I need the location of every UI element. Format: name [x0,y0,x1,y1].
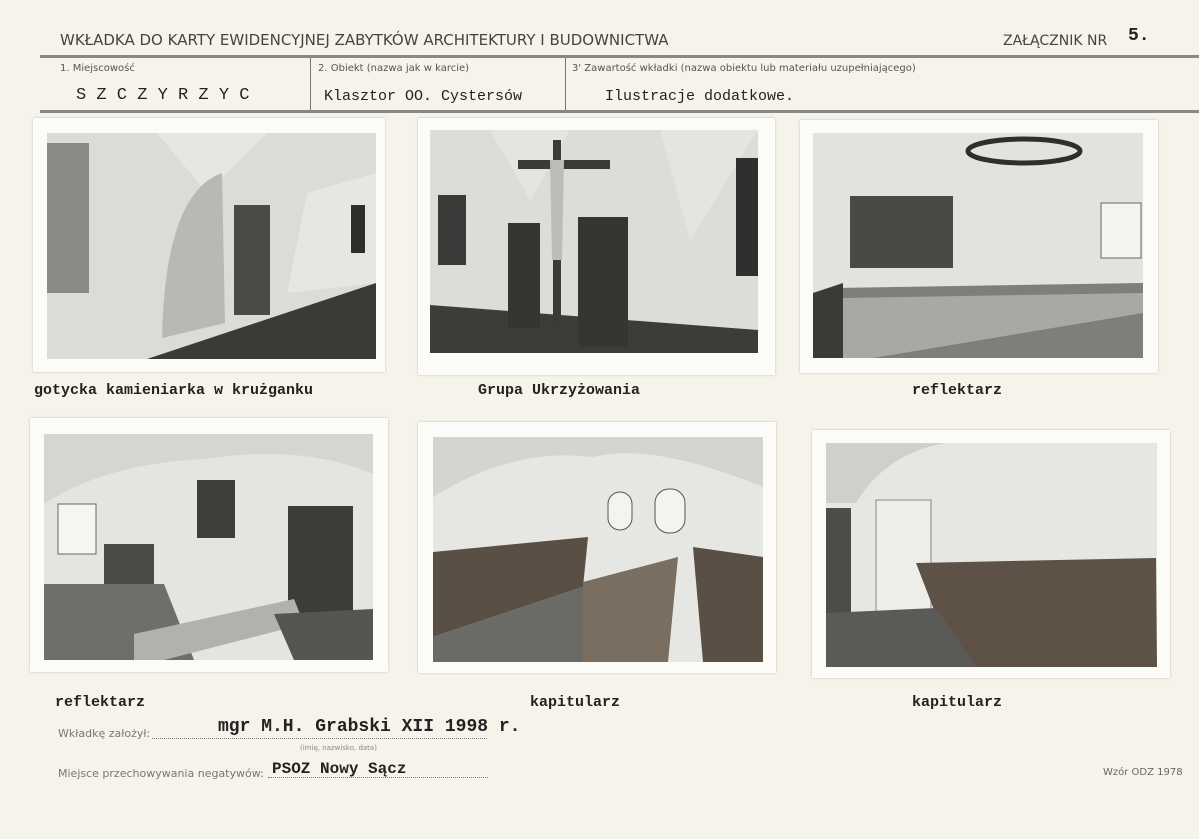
annex-number: 5. [1128,26,1150,46]
negatives-label: Miejsce przechowywania negatywów: [58,767,264,780]
photo-refectory-1 [813,133,1143,358]
author-line [152,738,487,739]
form-code: Wzór ODZ 1978 [1103,767,1183,778]
field-label-content: 3' Zawartość wkładki (nazwa obiektu lub materiału uzupełniającego) [572,63,916,74]
photo-crucifixion-group [430,130,758,353]
photo-caption: Grupa Ukrzyżowania [478,382,641,399]
field-value-object: Klasztor OO. Cystersów [324,88,523,105]
field-label-object: 2. Obiekt (nazwa jak w karcie) [318,63,470,74]
form-title: WKŁADKA DO KARTY EWIDENCYJNEJ ZABYTKÓW ARCHITEKTURY I BUDOWNICTWA [60,31,669,49]
photo-caption: reflektarz [55,694,146,711]
photo-caption: kapitularz [912,694,1003,711]
photo-caption: reflektarz [912,382,1003,399]
photo-chapter-house-1 [433,437,763,662]
annex-label: ZAŁĄCZNIK NR [1003,33,1108,49]
field-value-locality: S Z C Z Y R Z Y C [76,86,250,105]
divider [40,55,1199,58]
photo-refectory-2 [44,434,373,660]
author-label: Wkładkę założył: [58,727,151,740]
divider [565,58,566,110]
author-hint: (imię, nazwisko, data) [300,744,377,752]
field-label-locality: 1. Miejscowość [60,63,135,74]
divider [310,58,311,110]
photo-cloister-stonework [47,133,376,359]
photo-caption: kapitularz [530,694,621,711]
photo-caption: gotycka kamieniarka w krużganku [34,382,314,399]
negatives-value: PSOZ Nowy Sącz [272,760,407,778]
divider [40,110,1199,113]
field-value-content: Ilustracje dodatkowe. [605,88,795,105]
author-value: mgr M.H. Grabski XII 1998 r. [218,717,521,737]
photo-chapter-house-2 [826,443,1157,667]
